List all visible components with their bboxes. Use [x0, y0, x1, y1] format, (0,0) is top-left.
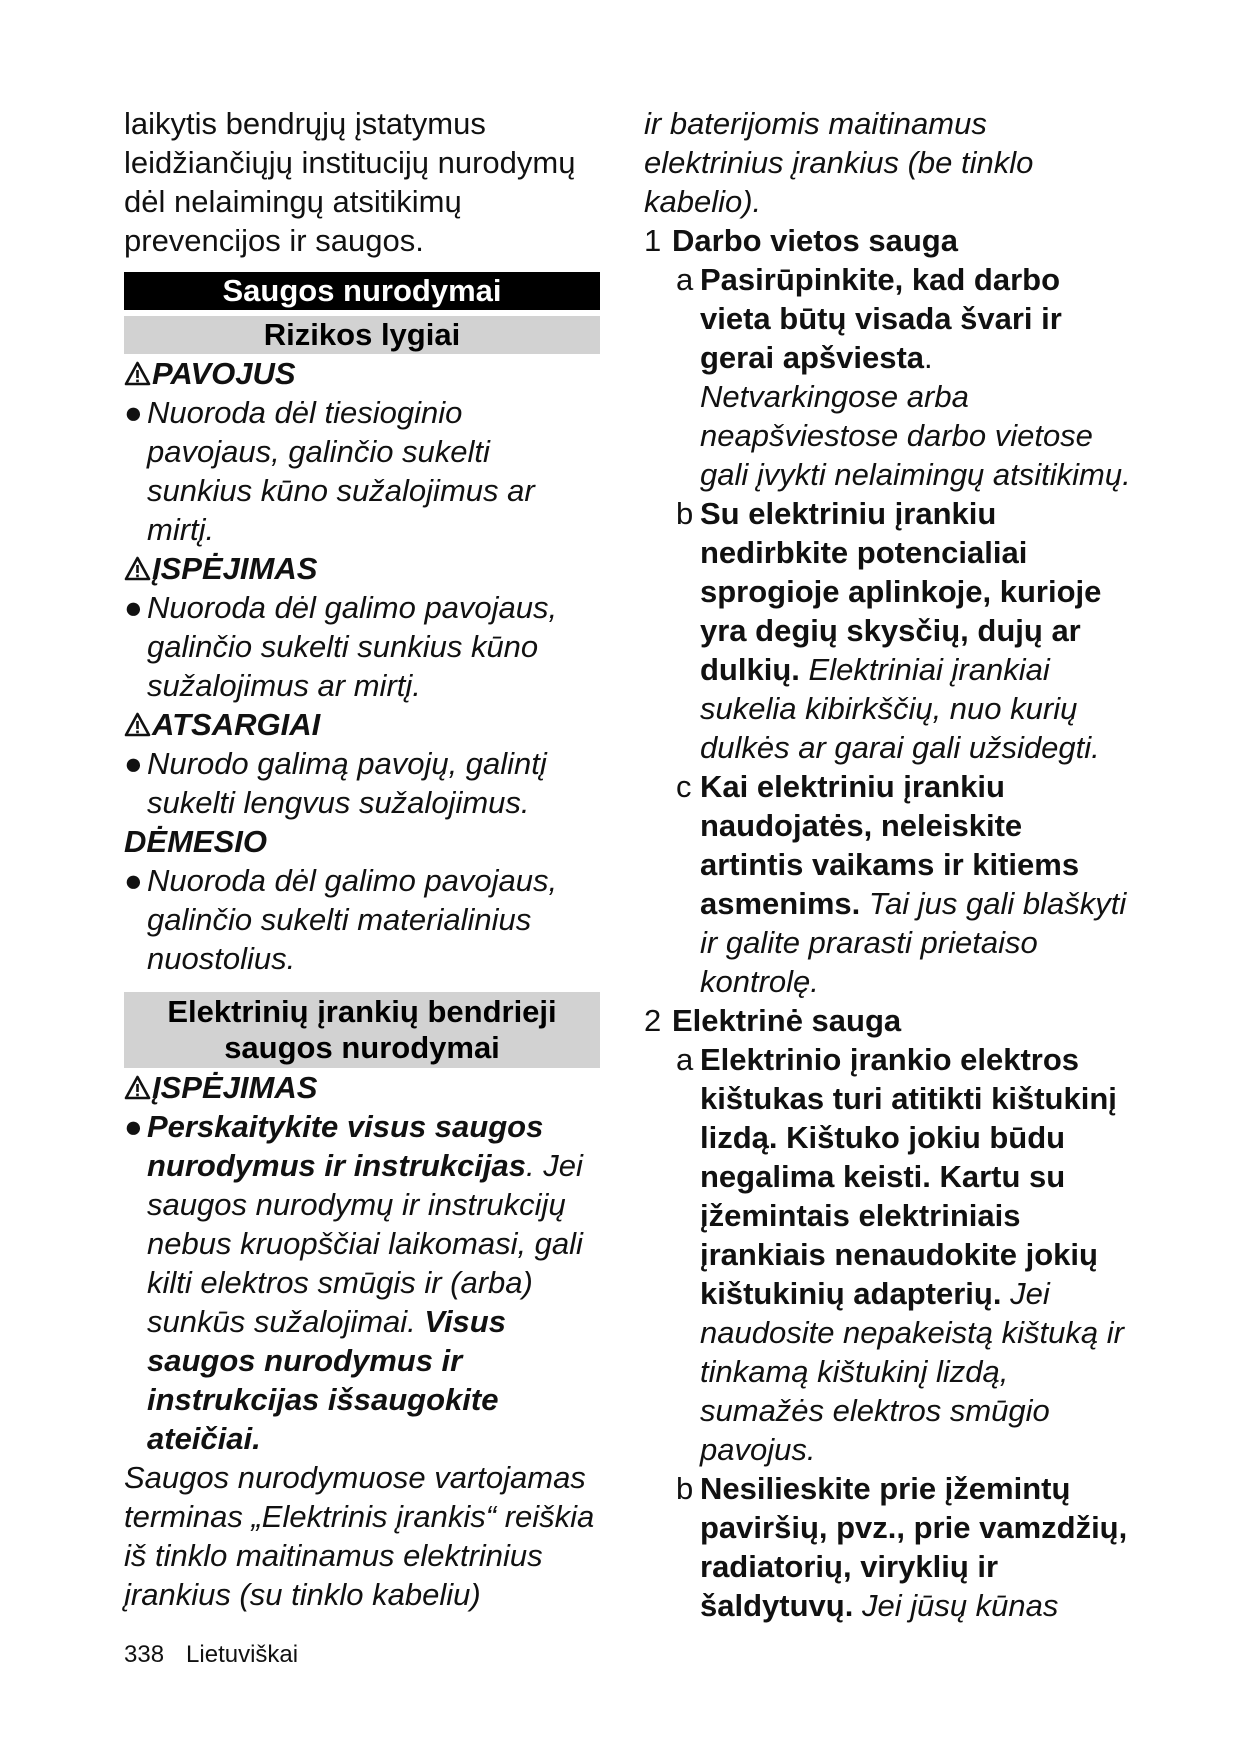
risk-level-title: ATSARGIAI	[152, 707, 321, 742]
list-item	[644, 494, 1134, 767]
warning-triangle-icon	[124, 712, 151, 737]
risk-level-caution	[124, 705, 600, 822]
warning-text: Jei saugos nurodymų ir instrukcijų nebus kruopščiai laikomasi, gali kilti elektros smūgis ir (arba) sunkūs sužalojimai.	[147, 1148, 583, 1339]
section-header-general-safety: Elektrinių įrankių bendrieji saugos nurodymai	[124, 992, 600, 1068]
risk-level-text: Nuoroda dėl galimo pavojaus, galinčio sukelti sunkius kūno sužalojimus ar mirtį.	[147, 590, 558, 703]
item-bold-text: Elektrinio įrankio elektros kištukas turi atitikti kištukinį lizdą. Kištuko jokiu būdu negalima keisti. Kartu su įžemintais elektriniais įrankiais nenaudokite jokių kištukinių adapterių.	[700, 1042, 1117, 1311]
risk-level-text: Nurodo galimą pavojų, galintį sukelti lengvus sužalojimus.	[147, 746, 547, 820]
item-bold-text: Kai elektriniu įrankiu naudojatės, neleiskite artintis vaikams ir kitiems asmenims.	[700, 769, 1080, 921]
item-text: Elektriniai įrankiai sukelia kibirkščių, nuo kurių dulkės ar garai gali užsidegti.	[700, 652, 1100, 765]
item-letter: b	[676, 496, 694, 531]
language-label: Lietuviškai	[186, 1641, 299, 1668]
page-number: 338	[124, 1641, 165, 1668]
warning-triangle-icon	[124, 1075, 151, 1100]
intro-paragraph: laikytis bendrųjų įstatymus leidžiančiųjų institucijų nurodymų dėl nelaimingų atsitikimų prevencijos ir saugos.	[124, 106, 576, 258]
risk-level-text: Nuoroda dėl galimo pavojaus, galinčio sukelti materialinius nuostolius.	[147, 863, 558, 976]
term-paragraph: Saugos nurodymuose vartojamas terminas „Elektrinis įrankis“ reiškia iš tinklo maitinamus elektrinius įrankius (su tinklo kabeliu)	[124, 1460, 595, 1612]
section-title: Elektrinė sauga	[672, 1003, 902, 1038]
continued-paragraph: ir baterijomis maitinamus elektrinius įrankius (be tinklo kabelio).	[644, 106, 1034, 219]
bullet-icon: ●	[124, 1109, 143, 1144]
risk-level-title: PAVOJUS	[152, 356, 296, 391]
bullet-icon: ●	[124, 590, 143, 625]
item-text: Jei naudosite nepakeistą kištuką ir tinkamą kištukinį lizdą, sumažės elektros smūgio pavojus.	[700, 1276, 1124, 1467]
right-column	[644, 104, 1134, 1625]
risk-level-title: DĖMESIO	[124, 824, 267, 859]
item-bold-text: Pasirūpinkite, kad darbo vieta būtų visada švari ir gerai apšviesta	[700, 262, 1062, 375]
item-bold-text: Nesilieskite prie įžemintų paviršių, pvz., prie vamzdžių, radiatorių, viryklių ir šaldytuvų.	[700, 1471, 1128, 1623]
item-letter: a	[676, 1042, 694, 1077]
risk-level-warning	[124, 549, 600, 705]
warning-bold-instruction: Perskaitykite visus saugos nurodymus ir instrukcijas	[147, 1109, 544, 1183]
left-column	[124, 104, 600, 1614]
bullet-icon: ●	[124, 746, 143, 781]
list-item	[644, 767, 1134, 1001]
warning-dot: .	[526, 1148, 535, 1183]
risk-level-notice	[124, 822, 600, 978]
warning-title: ĮSPĖJIMAS	[152, 1070, 318, 1105]
item-separator: .	[924, 340, 933, 375]
warning-bold-keep: Visus saugos nurodymus ir instrukcijas išsaugokite ateičiai.	[147, 1304, 506, 1456]
section-number: 2	[644, 1003, 662, 1038]
item-bold-text: Su elektriniu įrankiu nedirbkite potencialiai sprogioje aplinkoje, kurioje yra degių skysčių, dujų ar dulkių.	[700, 496, 1102, 687]
risk-level-danger	[124, 354, 600, 549]
warning-bullet	[124, 1107, 600, 1458]
risk-level-title: ĮSPĖJIMAS	[152, 551, 318, 586]
item-letter: c	[676, 769, 692, 804]
item-text: Netvarkingose arba neapšviestose darbo vietose gali įvykti nelaimingų atsitikimų.	[700, 379, 1131, 492]
risk-level-text: Nuoroda dėl tiesioginio pavojaus, galinčio sukelti sunkius kūno sužalojimus ar mirtį.	[147, 395, 535, 547]
item-letter: a	[676, 262, 694, 297]
list-item	[644, 1040, 1134, 1469]
section-header-safety: Saugos nurodymai	[124, 272, 600, 310]
page-footer	[124, 1640, 298, 1670]
section-header-risk-levels: Rizikos lygiai	[124, 316, 600, 354]
bullet-icon: ●	[124, 863, 143, 898]
bullet-icon: ●	[124, 395, 143, 430]
item-text: Tai jus gali blaškyti ir galite prarasti prietaiso kontrolę.	[700, 886, 1127, 999]
section-2-heading	[644, 1001, 1134, 1040]
list-item	[644, 1469, 1134, 1625]
item-letter: b	[676, 1471, 694, 1506]
list-item	[644, 260, 1134, 494]
warning-triangle-icon	[124, 361, 151, 386]
section-title: Darbo vietos sauga	[672, 223, 958, 258]
item-text: Jei jūsų kūnas	[861, 1588, 1059, 1623]
warning-triangle-icon	[124, 556, 151, 581]
section-number: 1	[644, 223, 662, 258]
section-1-heading	[644, 221, 1134, 260]
